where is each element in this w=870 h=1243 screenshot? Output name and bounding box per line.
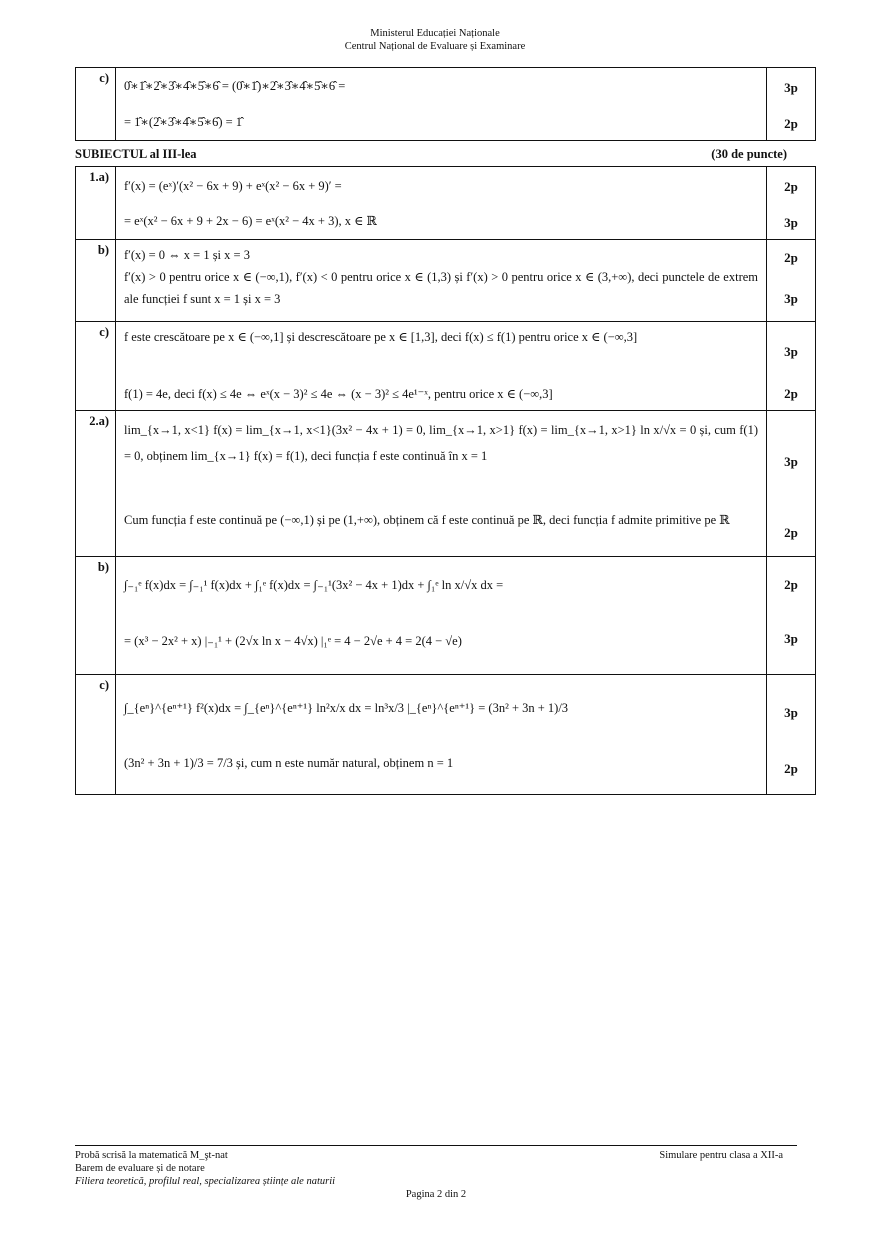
points-value: 2p <box>784 179 798 194</box>
solution-line: ∫_{eⁿ}^{eⁿ⁺¹} f²(x)dx = ∫_{eⁿ}^{eⁿ⁺¹} ln²x/x dx = ln³x/3 |_{eⁿ}^{eⁿ⁺¹} = (3n² + 3n + 1)/3 <box>124 701 569 715</box>
solution-line: f′(x) = (eˣ)′(x² − 6x + 9) + eˣ(x² − 6x + 9)′ = <box>124 179 342 193</box>
solution-line: f(1) = 4e, deci f(x) ≤ 4e ⇔ eˣ(x − 3)² ≤ 4e ⇔ (x − 3)² ≤ 4e¹⁻ˣ, pentru orice x ∈ (−∞,3] <box>124 387 553 401</box>
section-points: (30 de puncte) <box>711 147 787 161</box>
points-cell <box>767 240 816 322</box>
page-number: Pagina 2 din 2 <box>405 1189 467 1200</box>
points-value: 2p <box>784 577 798 592</box>
solution-line: 0̂∗1̂∗2̂∗3̂∗4̂∗5̂∗6̂ = (0̂∗1̂)∗2̂∗3̂∗4̂∗5̂∗6̂ = <box>124 79 346 93</box>
points-value: 2p <box>784 116 798 131</box>
solution-line: ∫₋₁ᵉ f(x)dx = ∫₋₁¹ f(x)dx + ∫₁ᵉ f(x)dx = ∫₋₁¹(3x² − 4x + 1)dx + ∫₁ᵉ ln x/√x dx = <box>124 578 504 592</box>
table-row <box>76 167 816 240</box>
points-value: 3p <box>784 80 798 95</box>
solution-line: = eˣ(x² − 6x + 9 + 2x − 6) = eˣ(x² − 4x + 3), x ∈ ℝ <box>124 214 377 228</box>
document-footer <box>75 1145 797 1201</box>
item-label: b) <box>76 557 116 675</box>
item-label: c) <box>76 675 116 795</box>
table-row <box>76 557 816 675</box>
item-body <box>116 557 767 675</box>
table-row <box>76 240 816 322</box>
header-ministry: Ministerul Educației Naționale <box>370 28 500 39</box>
table-row <box>76 322 816 411</box>
solution-line: f′(x) > 0 pentru orice x ∈ (−∞,1), f′(x) < 0 pentru orice x ∈ (1,3) și f′(x) > 0 pentru orice x ∈ (3,+∞), deci punctele de extrem ale funcției f sunt x = 1 și x = 3 <box>124 270 758 306</box>
table-row <box>76 411 816 557</box>
points-value: 3p <box>784 215 798 230</box>
solution-line: (3n² + 3n + 1)/3 = 7/3 și, cum n este număr natural, obținem n = 1 <box>124 756 454 770</box>
solution-line: f′(x) = 0 ⇔ x = 1 și x = 3 <box>124 248 250 262</box>
points-value: 2p <box>784 525 798 540</box>
points-value: 3p <box>784 705 798 720</box>
points-value: 2p <box>784 761 798 776</box>
footer-specialization: Filiera teoretică, profilul real, specializarea științe ale naturii <box>75 1176 336 1187</box>
item-body <box>116 68 767 141</box>
points-value: 3p <box>784 291 798 306</box>
solution-line: = 1̂∗(2̂∗3̂∗4̂∗5̂∗6̂) = 1̂ <box>124 115 243 129</box>
item-label: c) <box>76 68 116 141</box>
solution-line: = (x³ − 2x² + x) |₋₁¹ + (2√x ln x − 4√x) |₁ᵉ = 4 − 2√e + 4 = 2(4 − √e) <box>124 634 462 648</box>
item-label: 1.a) <box>76 167 116 240</box>
points-cell <box>767 68 816 141</box>
table-row <box>76 675 816 795</box>
item-body <box>116 411 767 557</box>
item-body <box>116 675 767 795</box>
points-cell <box>767 322 816 411</box>
solution-line: Cum funcția f este continuă pe (−∞,1) și pe (1,+∞), obținem că f este continuă pe ℝ, deci funcția f admite primitive pe ℝ <box>124 513 730 527</box>
footer-simulation: Simulare pentru clasa a XII-a <box>659 1150 783 1161</box>
item-label: 2.a) <box>76 411 116 557</box>
top-table <box>75 67 797 141</box>
item-body <box>116 240 767 322</box>
points-value: 3p <box>784 631 798 646</box>
points-cell <box>767 675 816 795</box>
points-cell <box>767 557 816 675</box>
solution-line: f este crescătoare pe x ∈ (−∞,1] și descrescătoare pe x ∈ [1,3], deci f(x) ≤ f(1) pentru orice x ∈ (−∞,3] <box>124 330 638 344</box>
points-value: 3p <box>784 344 798 359</box>
header-center: Centrul Național de Evaluare și Examinare <box>344 41 526 52</box>
item-label: b) <box>76 240 116 322</box>
item-body <box>116 322 767 411</box>
document-header <box>0 27 870 53</box>
points-value: 3p <box>784 454 798 469</box>
footer-exam: Probă scrisă la matematică M_şt-nat <box>75 1150 228 1161</box>
item-label: c) <box>76 322 116 411</box>
section-title-row <box>75 147 797 162</box>
section-title: SUBIECTUL al III-lea <box>75 147 197 161</box>
points-value: 2p <box>784 250 798 265</box>
subject-three-table <box>75 166 797 795</box>
points-cell <box>767 411 816 557</box>
solution-line: lim_{x→1, x<1} f(x) = lim_{x→1, x<1}(3x² − 4x + 1) = 0, lim_{x→1, x>1} f(x) = lim_{x→1, x>1} ln x/√x = 0 și, cum f(1) = 0, obținem lim_{x→1} f(x) = f(1), deci funcția f este continuă în x = 1 <box>124 423 758 463</box>
points-value: 2p <box>784 386 798 401</box>
item-body <box>116 167 767 240</box>
points-cell <box>767 167 816 240</box>
footer-barem: Barem de evaluare și de notare <box>75 1163 205 1174</box>
